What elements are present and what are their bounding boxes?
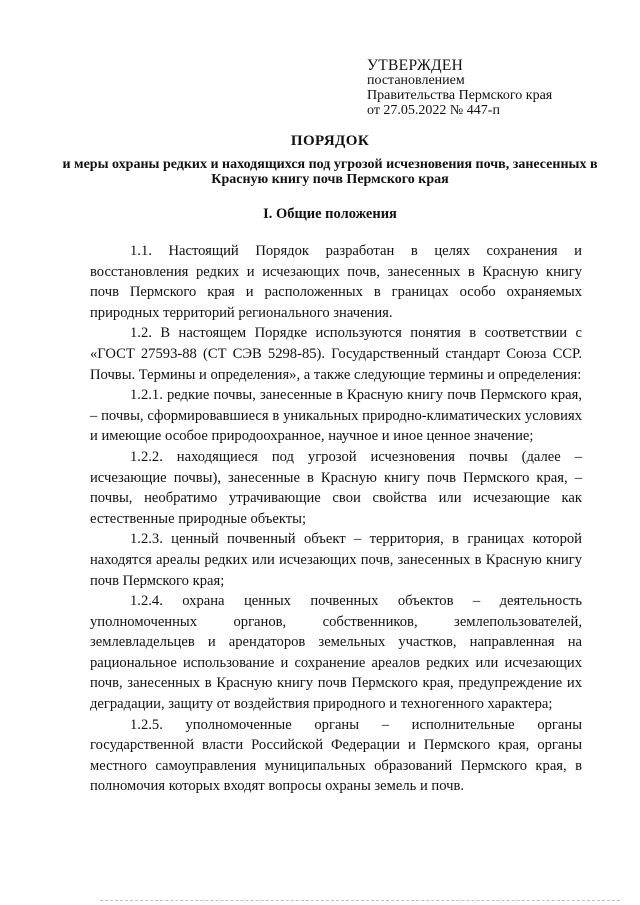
paragraph-1-2-1: 1.2.1. редкие почвы, занесенные в Красную книгу почв Пермского края, – почвы, сформировавшиеся в уникальных природно-климатических условиях и имеющие особое природоохранное, научное и иное ценное значение; (90, 387, 582, 445)
paragraph-1-2: 1.2. В настоящем Порядке используются понятия в соответствии с «ГОСТ 27593-88 (СТ СЭВ 5298-85). Государственный стандарт Союза ССР. Почвы. Термины и определения», а также следующие термины и определения: (90, 325, 582, 383)
approval-date: от 27.05.2022 № 447-п (367, 103, 500, 118)
approval-title: УТВЕРЖДЕН (367, 57, 464, 74)
paragraph-1-2-2: 1.2.2. находящиеся под угрозой исчезновения почвы (далее – исчезающие почвы), занесенные в Красную книгу почв Пермского края, – почвы, необратимо утрачивающие свои свойства или исчезающие как естественные природные объекты; (90, 448, 582, 527)
paragraph-1-2-5: 1.2.5. уполномоченные органы – исполнительные органы государственной власти Российской Федерации и Пермского края, органы местного самоуправления муниципальных образований Пермского края, в полномочия которых входят вопросы охраны земель и почв. (90, 716, 582, 795)
document-subtitle: и меры охраны редких и находящихся под угрозой исчезновения почв, занесенных в Красную книгу почв Пермского края (62, 157, 598, 187)
paragraph-1-1: 1.1. Настоящий Порядок разработан в целях сохранения и восстановления редких и исчезающих почв, занесенных в Красную книгу почв Пермского края и расположенных в границах особо охраняемых природных территорий регионального значения. (90, 243, 582, 321)
scan-edge-divider (100, 900, 620, 901)
document-body (90, 241, 582, 797)
section-heading: I. Общие положения (263, 206, 397, 222)
paragraph-1-2-3: 1.2.3. ценный почвенный объект – территория, в границах которой находятся ареалы редких или исчезающих почв, занесенных в Красную книгу почв Пермского края; (90, 531, 582, 589)
approval-stamp (367, 58, 607, 118)
approval-line: Правительства Пермского края (367, 88, 553, 103)
paragraph-1-2-4: 1.2.4. охрана ценных почвенных объектов – деятельность уполномоченных органов, собственников, землепользователей, землевладельцев и арендаторов земельных участков, направленная на рациональное использование и сохранение ареалов редких или исчезающих почв, занесенных в Красную книгу почв Пермского края, предупреждение их деградации, защиту от воздействия природного и техногенного характера; (90, 593, 582, 713)
document-title: ПОРЯДОК (290, 133, 370, 149)
approval-line: постановлением (367, 73, 465, 88)
